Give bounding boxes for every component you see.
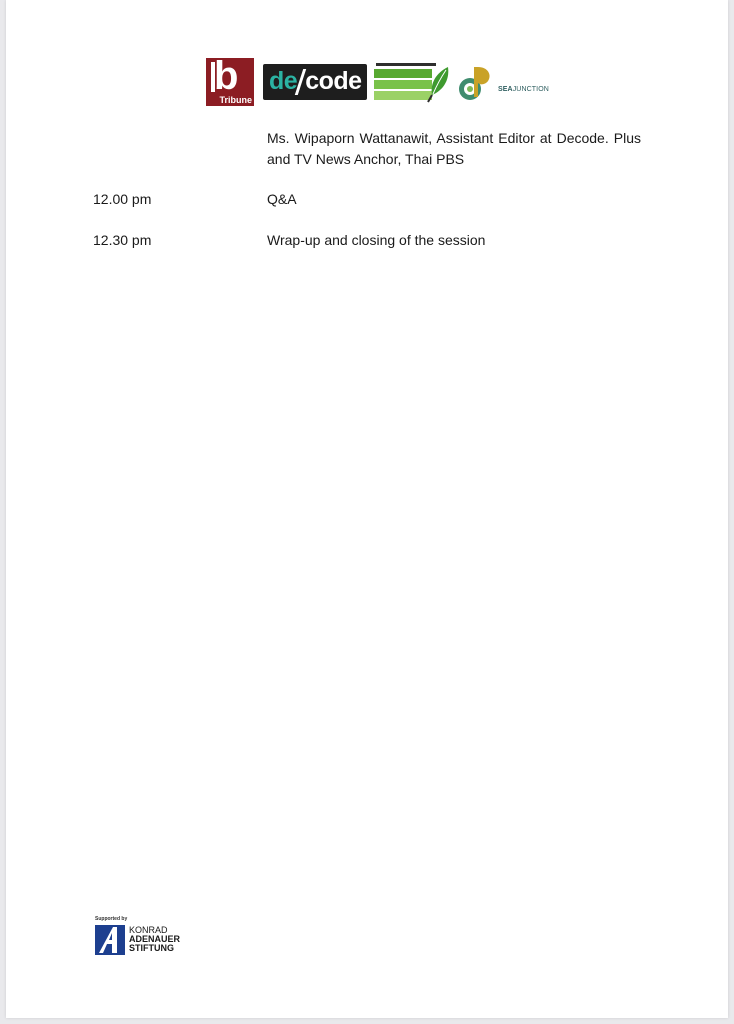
document-page — [6, 0, 728, 1018]
agenda-item: Wrap-up and closing of the session — [267, 232, 486, 248]
thai-logo-stripe — [374, 91, 432, 100]
speaker-description: Ms. Wipaporn Wattanawit, Assistant Editor at Decode. Plus and TV News Anchor, Thai PBS — [267, 130, 641, 167]
decode-logo-text — [269, 66, 362, 96]
sea-junction-logo — [456, 63, 549, 103]
b-logo-caption: Tribune — [219, 95, 252, 105]
kas-mark-icon — [95, 925, 125, 955]
supported-by-label: Supported by — [95, 916, 128, 922]
thai-logo-stripe — [374, 69, 432, 78]
decode-logo-de: de — [269, 67, 298, 95]
sea-junction-label — [498, 86, 549, 93]
konrad-adenauer-stiftung-logo — [95, 916, 195, 958]
agenda-time: 12.00 pm — [93, 191, 152, 207]
leaf-pen-icon — [426, 65, 452, 103]
kas-line-adenauer: ADENAUER — [129, 934, 181, 944]
sea-label-bold: SEA — [498, 86, 513, 93]
kas-line-stiftung: STIFTUNG — [129, 943, 174, 953]
sea-junction-mark-icon — [456, 63, 496, 103]
thai-environment-journalists-logo — [374, 61, 454, 103]
agenda-item: Q&A — [267, 191, 297, 207]
agenda-time: 12.30 pm — [93, 232, 152, 248]
decode-logo-code: code — [305, 67, 362, 95]
b-logo-letter: b — [214, 54, 239, 98]
sea-label-rest: JUNCTION — [512, 86, 549, 93]
decode-logo — [263, 64, 367, 100]
kas-line-konrad: KONRAD — [129, 925, 168, 935]
thai-logo-stripe — [374, 80, 432, 89]
bangkok-tribune-logo — [206, 54, 254, 106]
